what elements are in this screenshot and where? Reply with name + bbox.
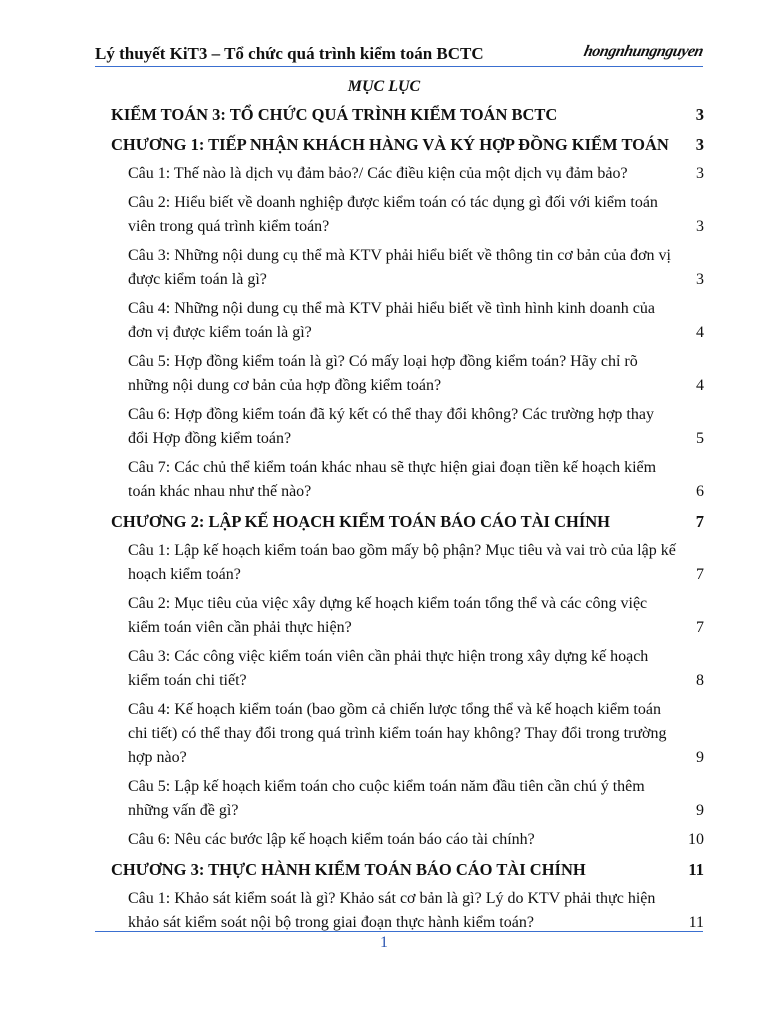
toc-entry-chapter[interactable] — [111, 858, 704, 882]
toc-entry-question[interactable] — [111, 350, 704, 398]
toc-entry-chapter[interactable] — [111, 133, 704, 157]
toc-entry-question[interactable] — [111, 592, 704, 640]
toc-entry-question[interactable] — [111, 191, 704, 239]
toc-entry-title: KIỂM TOÁN 3: TỔ CHỨC QUÁ TRÌNH KIỂM TOÁN BCTC — [111, 105, 558, 124]
header-author-signature: hongnhungnguyen — [582, 43, 705, 60]
toc-entry-title: Câu 2: Mục tiêu của việc xây dựng kế hoạch kiểm toán tổng thể và các công việc kiểm toán viên cần phải thực hiện? — [128, 595, 648, 636]
toc-entry-chapter[interactable] — [111, 510, 704, 534]
toc-entry-page: 4 — [696, 377, 704, 394]
toc-entry-title: Câu 7: Các chủ thể kiểm toán khác nhau sẽ thực hiện giai đoạn tiền kế hoạch kiểm toán khác nhau như thế nào? — [128, 459, 657, 500]
toc-entry-title: Câu 4: Những nội dung cụ thể mà KTV phải hiểu biết về tình hình kinh doanh của đơn vị được kiểm toán là gì? — [128, 300, 655, 341]
toc-entry-title: Câu 6: Nêu các bước lập kế hoạch kiểm toán báo cáo tài chính? — [128, 831, 535, 848]
toc-entry-question[interactable] — [111, 539, 704, 587]
toc-entry-heading[interactable] — [111, 103, 704, 127]
toc-entry-question[interactable] — [111, 887, 704, 935]
toc-entry-title: CHƯƠNG 1: TIẾP NHẬN KHÁCH HÀNG VÀ KÝ HỢP ĐỒNG KIỂM TOÁN — [111, 135, 669, 154]
toc-entry-question[interactable] — [111, 698, 704, 770]
toc-entry-title: Câu 5: Lập kế hoạch kiểm toán cho cuộc kiểm toán năm đầu tiên cần chú ý thêm những vấn đề gì? — [128, 778, 645, 819]
toc-entry-page: 6 — [696, 483, 704, 500]
toc-entry-page: 9 — [696, 749, 704, 766]
toc-entry-page: 9 — [696, 802, 704, 819]
toc-entry-question[interactable] — [111, 244, 704, 292]
toc-entry-title: Câu 1: Lập kế hoạch kiểm toán bao gồm mấy bộ phận? Mục tiêu và vai trò của lập kế hoạch kiểm toán? — [128, 542, 676, 583]
toc-entry-title: Câu 1: Thế nào là dịch vụ đảm bảo?/ Các điều kiện của một dịch vụ đảm bảo? — [128, 165, 628, 182]
toc-entry-title: Câu 5: Hợp đồng kiểm toán là gì? Có mấy loại hợp đồng kiểm toán? Hãy chỉ rõ những nội dung cơ bản của hợp đồng kiểm toán? — [128, 353, 638, 394]
footer-divider — [95, 931, 703, 932]
toc-entry-title: Câu 1: Khảo sát kiểm soát là gì? Khảo sát cơ bản là gì? Lý do KTV phải thực hiện khảo sát kiểm soát nội bộ trong giai đoạn thực hành kiểm toán? — [128, 890, 656, 931]
toc-entry-question[interactable] — [111, 775, 704, 823]
toc-entry-page: 3 — [696, 271, 704, 288]
toc-entry-page: 4 — [696, 324, 704, 341]
toc-entry-question[interactable] — [111, 456, 704, 504]
toc-entry-page: 3 — [696, 165, 704, 182]
toc-entry-question[interactable] — [111, 403, 704, 451]
toc-entry-title: Câu 3: Các công việc kiểm toán viên cần phải thực hiện trong xây dựng kế hoạch kiểm toán chi tiết? — [128, 648, 649, 689]
toc-entry-page: 8 — [696, 672, 704, 689]
page-number: 1 — [380, 934, 388, 951]
table-of-contents — [111, 103, 704, 935]
toc-entry-page: 7 — [696, 619, 704, 636]
toc-entry-title: CHƯƠNG 2: LẬP KẾ HOẠCH KIỂM TOÁN BÁO CÁO TÀI CHÍNH — [111, 512, 611, 531]
toc-entry-title: CHƯƠNG 3: THỰC HÀNH KIỂM TOÁN BÁO CÁO TÀI CHÍNH — [111, 860, 586, 879]
toc-entry-page: 7 — [695, 512, 704, 531]
toc-entry-page: 3 — [695, 135, 704, 154]
toc-entry-page: 11 — [688, 860, 704, 879]
toc-entry-title: Câu 3: Những nội dung cụ thể mà KTV phải hiểu biết về thông tin cơ bản của đơn vị được kiểm toán là gì? — [128, 247, 671, 288]
header-title: Lý thuyết KiT3 – Tổ chức quá trình kiểm toán BCTC — [95, 44, 484, 63]
toc-entry-title: Câu 4: Kế hoạch kiểm toán (bao gồm cả chiến lược tổng thể và kế hoạch kiểm toán chi tiết) có thể thay đổi trong quá trình kiểm toán hay không? Thay đổi trong trường hợp nào? — [128, 701, 667, 766]
toc-entry-question[interactable] — [111, 828, 704, 852]
toc-entry-question[interactable] — [111, 297, 704, 345]
toc-entry-page: 5 — [696, 430, 704, 447]
toc-title: MỤC LỤC — [347, 78, 421, 95]
toc-entry-page: 3 — [695, 105, 704, 124]
page-header — [95, 40, 703, 67]
toc-entry-title: Câu 6: Hợp đồng kiểm toán đã ký kết có thể thay đổi không? Các trường hợp thay đổi Hợp đồng kiểm toán? — [128, 406, 654, 447]
toc-entry-title: Câu 2: Hiểu biết về doanh nghiệp được kiểm toán có tác dụng gì đối với kiểm toán viên trong quá trình kiểm toán? — [128, 194, 658, 235]
toc-entry-page: 7 — [696, 566, 704, 583]
toc-entry-question[interactable] — [111, 162, 704, 186]
toc-entry-page: 3 — [696, 218, 704, 235]
toc-entry-page: 11 — [688, 914, 704, 931]
toc-entry-page: 10 — [688, 831, 704, 848]
toc-entry-question[interactable] — [111, 645, 704, 693]
